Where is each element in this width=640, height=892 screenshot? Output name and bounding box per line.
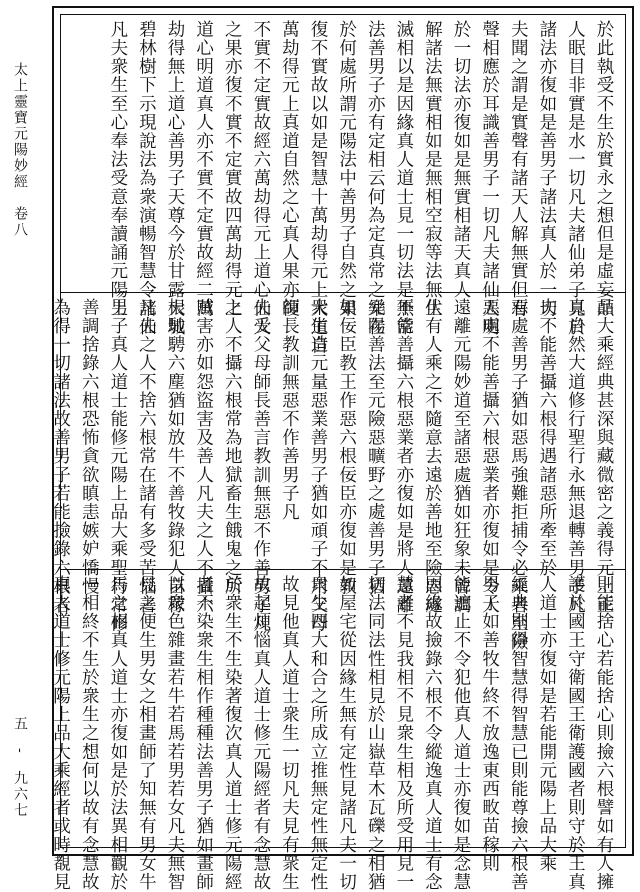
text-column: 諸法亦復如是善男子諸法真人於一切: [536, 20, 557, 318]
text-column: 衆生四大和合之所成立推無定性無定性: [308, 575, 328, 892]
text-column: 遠離元陽妙道至諸惡處猶如狂象未曾調: [451, 297, 471, 614]
text-column: 於何處所謂元陽法中善男子自然之果: [336, 20, 357, 318]
text-column: 夫聞之謂是實聲有諸天人解無實但有: [508, 20, 529, 318]
text-column: 復不實故以如是智慧十萬劫得元上大道自: [308, 20, 328, 355]
text-column: 解諸法無實相如是無相空寂等法無生: [422, 20, 443, 318]
text-column: 見之便生男女之相畫師了知無有男女牛: [136, 575, 157, 892]
text-column: 萬劫得元上真道自然之心真人果亦復: [279, 20, 300, 318]
text-column: 護於國王守衛國王衛護國者則守於王真: [565, 575, 586, 892]
text-column: 凡夫衆生至心奉法受意奉讀誦元陽上: [107, 20, 128, 318]
text-column: 劫得無上道心善男子天尊今於甘露大城: [165, 20, 185, 337]
text-column: 法善男子亦有定相云何為定真常之樂在: [365, 20, 386, 337]
text-column: 故見他真人道士衆生一切凡夫見有衆生: [279, 575, 300, 892]
text-column: 一相終不生於衆生之想何以故有念慧故: [79, 575, 100, 892]
text-column: 男子如善牧牛終不放逸東西畋苗稼則: [479, 575, 500, 873]
text-column: 根馳騁六塵猶如放牛不善牧錄犯人苗稼: [165, 297, 185, 614]
text-column: 於衆生不生染著復次真人道士修元陽經: [222, 575, 243, 892]
text-column: 衆生造元量惡業善男子猶如頑子不用父母: [308, 297, 328, 633]
text-column: 滅相以是因緣真人道士見一切法是無常: [393, 20, 414, 337]
text-frame: [50, 14, 626, 892]
text-column: 師長教訓無惡不作善男子凡: [279, 297, 300, 521]
text-column: 之人不攝六根常為地獄畜生餓鬼之所: [222, 297, 243, 596]
text-column: 者不染衆生相作種種法善男子猶如畫師: [193, 575, 214, 892]
text-column: 真自然大道修行聖行永無退轉善男子凡: [565, 297, 586, 614]
text-column: 經典則得智慧得智慧已則能尊撿六根善: [508, 575, 529, 892]
text-column: 伏有人乘之不隨意去遠於善地至險惡處: [422, 297, 443, 614]
text-column: 品大乘經典甚深與藏微密之義得元上正: [594, 297, 614, 614]
text-column: 聲相應於耳識善男子一切凡夫諸仙人明: [479, 20, 500, 337]
text-column: 道心明道真人亦不實不定實故經二萬: [193, 20, 214, 318]
text-column: 因緣故撿錄六根不令縱逸真人道士有念: [422, 575, 443, 892]
text-column: 凡夫之人不捨六根常在諸有多受苦惱善: [136, 297, 157, 614]
register-top: [61, 15, 625, 355]
text-column: 真人道士修元陽上品大乘經者或時覩見: [50, 575, 71, 892]
text-column: 夫不能善攝六根得遇諸惡所牽至於: [536, 297, 557, 577]
text-column: 人眠目非實是水一切凡夫諸仙弟子見於: [565, 20, 586, 337]
text-column: 能遮止不令犯他真人道士亦復如是念慧: [451, 575, 471, 892]
text-column: 以衆色雜畫若牛若馬若男若女凡夫無智: [165, 575, 185, 892]
text-column: 不能善攝六根惡業者亦復如是將人遠離: [393, 297, 414, 614]
text-column: 故起煩惱真人道士修元陽經者有念慧故: [250, 575, 271, 892]
text-column: 不實不定實故經六萬劫得元上道心仙人: [250, 20, 271, 337]
text-column: 如佞臣教王作惡六根佞臣亦復如是教: [336, 297, 357, 596]
text-column: 男子真人道士能修元陽上品大乘聖行常修: [107, 297, 128, 633]
register-bottom: [50, 570, 625, 892]
text-column: 則能捨心若能捨心則撿六根譬如有人擁: [594, 575, 614, 892]
text-column: 善調捨錄六根恐怖貪欲瞋恚嫉妒憍慢: [79, 297, 100, 596]
text-column: 馬之相真人道士亦復如是於法異相觀於: [107, 575, 128, 892]
text-column: 惡處善男子猶如惡馬強難拒捕令必乘者至險: [508, 297, 529, 652]
text-column: 夫受父母師長善言教訓無惡不作善男子凡: [250, 297, 271, 633]
text-column: 慧者不見我相不見衆生相及所受用見一: [393, 575, 414, 892]
text-column: 如屋宅從因緣生無有定性見諸凡夫一切: [336, 575, 357, 892]
text-column: 為得一切諸法故善男子若能撿錄六根者: [50, 297, 71, 614]
text-column: 切法同法性相見於山嶽草木瓦礫之相猶: [365, 575, 386, 892]
register-middle: [50, 293, 625, 652]
page-number-label: 五 - 九六七: [12, 716, 28, 819]
text-column: 元陽善法至元險惡曠野之處善男子猶: [365, 297, 386, 596]
text-column: 人道士亦復如是若能開元陽上品大乘: [536, 575, 557, 873]
text-column: 之果亦復不實不定實故四萬劫得元上: [222, 20, 243, 318]
text-column: 賊害亦如怨盜害及善人凡夫之人不攝六: [193, 297, 214, 614]
page-frame: [50, 6, 634, 892]
text-column: 於一切法亦復如是無實相諸天真人: [451, 20, 471, 299]
text-column: 於此執受不生於實永之想但是虛妄顛: [594, 20, 614, 318]
text-column: 碧林樹下示現說法為衆演暢智慧令諸仙: [136, 20, 157, 337]
text-column: 惡處不能善攝六根惡業者亦復如是令人: [479, 297, 500, 614]
title-margin-label: 太上靈寶元陽妙經 卷八: [12, 62, 28, 238]
